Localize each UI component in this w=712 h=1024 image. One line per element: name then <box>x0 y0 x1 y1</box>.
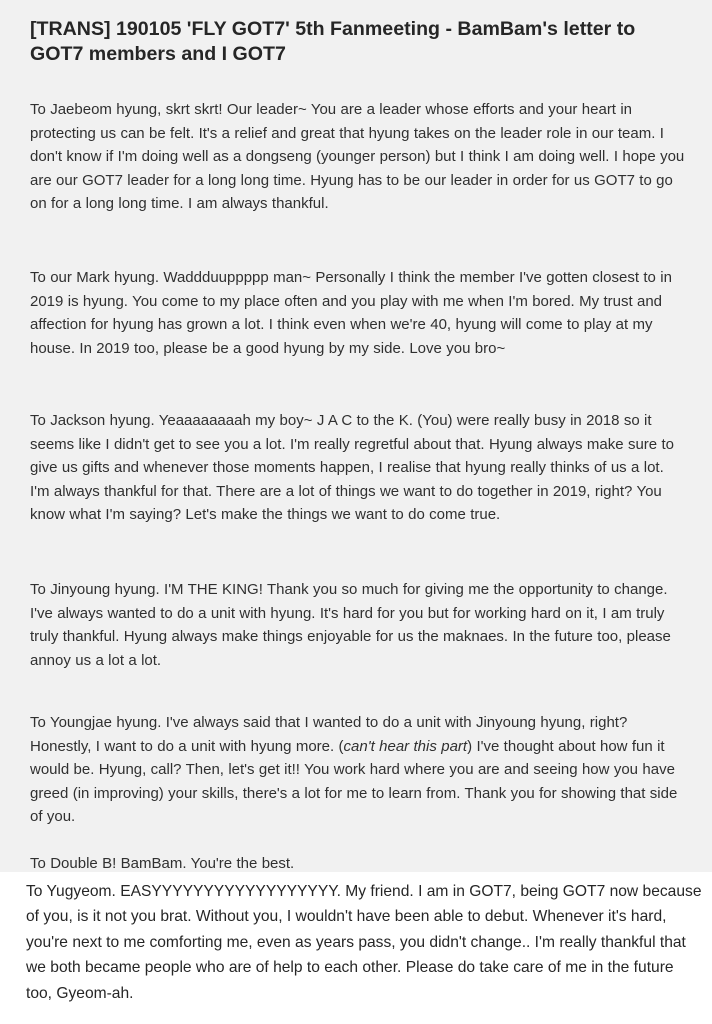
youngjae-text-end: ) I've thought about how fun it would be. Hyung, call? Then, let's get it!! You work hard where you are and seeing how you have greed (in improving) your skills, there's a lot for me to learn from. Thank you for showing that side of you. <box>30 737 678 826</box>
paragraph-doubleb: To Double B! BamBam. You're the best. <box>30 855 295 872</box>
paragraph-yugyeom: To Yugyeom. EASYYYYYYYYYYYYYYYYYY. My friend. I am in GOT7, being GOT7 now because of you, is it not you brat. Without you, I wouldn't have been able to debut. Whenever it's hard, you're next to me comforting me, even as years pass, you didn't change.. I'm really thankful that we both became people who are of help to each other. Please do take care of me in the future too, Gyeom-ah. <box>26 883 702 1002</box>
paragraph-youngjae <box>30 711 686 829</box>
letter-bottom-section <box>0 872 712 1024</box>
paragraph-jackson: To Jackson hyung. Yeaaaaaaaah my boy~ J A C to the K. (You) were really busy in 2018 so it seems like I didn't get to see you a lot. I'm really regretful about that. Hyung always make sure to give us gifts and whenever those moments happen, I realise that hyung really thinks of us a lot. I'm always thankful for that. There are a lot of things we want to do together in 2019, right? You know what I'm saying? Let's make the things we want to do come true. <box>30 412 675 524</box>
paragraph-jinyoung: To Jinyoung hyung. I'M THE KING! Thank you so much for giving me the opportunity to change. I've always wanted to do a unit with hyung. It's hard for you but for working hard on it, I am truly truly thankful. Hyung always make things enjoyable for us the maknaes. In the future too, please annoy us a lot a lot. <box>30 581 671 669</box>
paragraph-jaebeom: To Jaebeom hyung, skrt skrt! Our leader~ You are a leader whose efforts and your heart in protecting us can be felt. It's a relief and great that hyung takes on the leader role in our team. I don't know if I'm doing well as a dongseng (younger person) but I think I am doing well. I hope you are our GOT7 leader for a long long time. Hyung has to be our leader in order for us GOT7 to go on for a long long time. I am always thankful. <box>30 101 685 213</box>
youngjae-italic-note: can't hear this part <box>343 737 468 755</box>
paragraph-mark: To our Mark hyung. Waddduuppppp man~ Personally I think the member I've gotten closest to in 2019 is hyung. You come to my place often and you play with me when I'm bored. My trust and affection for hyung has grown a lot. I think even when we're 40, hyung will come to play at my house. In 2019 too, please be a good hyung by my side. Love you bro~ <box>30 269 672 357</box>
youngjae-text-start: To Youngjae hyung. I've always said that I wanted to do a unit with Jinyoung hyung, right? Honestly, I want to do a unit with hyung more. ( <box>30 714 628 755</box>
letter-title: [TRANS] 190105 'FLY GOT7' 5th Fanmeeting - BamBam's letter to GOT7 members and I GOT7 <box>30 18 636 65</box>
